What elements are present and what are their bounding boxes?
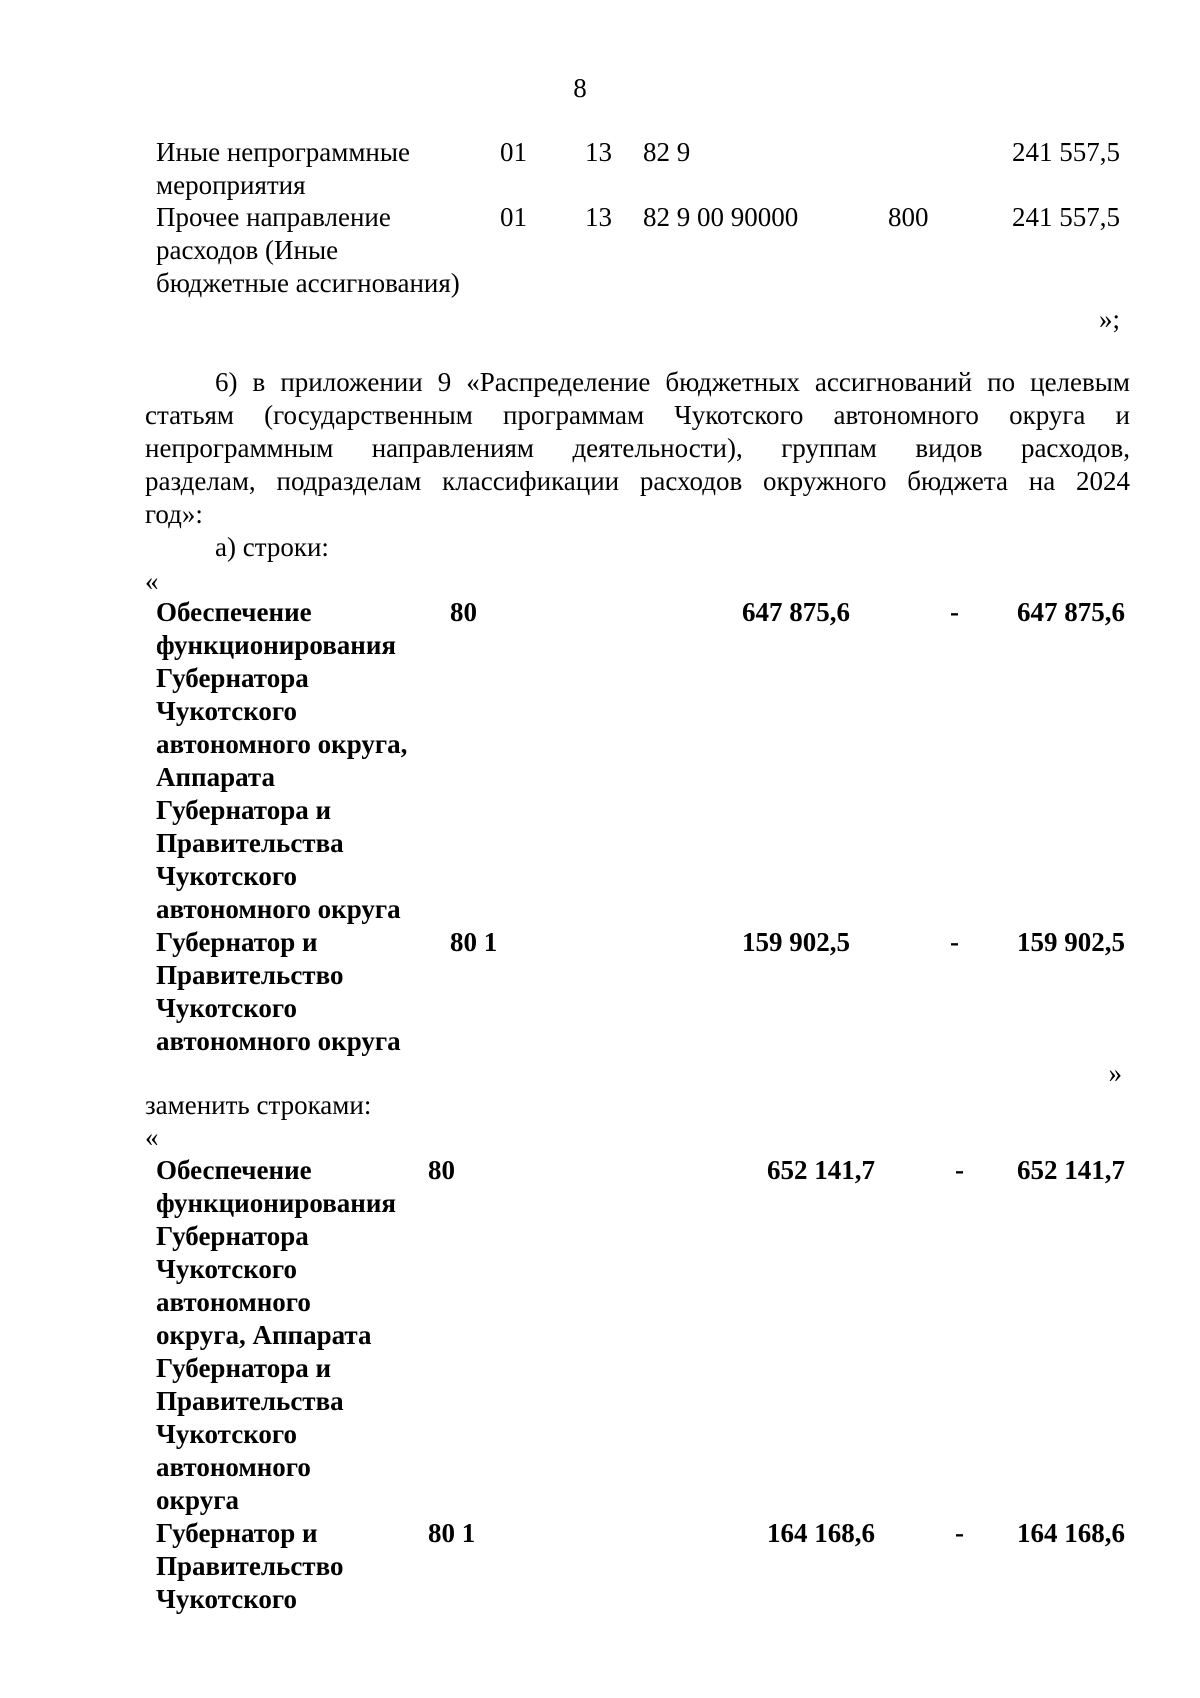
top-row-1-csr: 82 9 <box>643 137 691 167</box>
new-row-2-name-line: Правительство <box>156 1551 344 1581</box>
old-row-2-code: 80 1 <box>450 927 498 957</box>
old-row-2-name-line: Правительство <box>156 960 344 990</box>
top-row-1-rz: 01 <box>500 137 527 167</box>
old-row-1-amount: 647 875,6 <box>742 597 850 627</box>
top-row-2-csr: 82 9 00 90000 <box>643 202 799 232</box>
new-row-1-name-line: Чукотского <box>156 1254 298 1284</box>
old-row-1-code: 80 <box>450 597 477 627</box>
paragraph-line: статьям (государственным программам Чукотского автономного округа и <box>145 400 1130 430</box>
old-row-1-name <box>156 596 407 926</box>
new-row-2-dash: - <box>955 1518 964 1548</box>
top-row-1-pr: 13 <box>585 137 612 167</box>
new-row-2-name-line: Чукотского <box>156 1584 298 1614</box>
top-row-2-sum: 241 557,5 <box>1012 202 1120 232</box>
old-row-2-dash: - <box>950 927 959 957</box>
top-row-2-vr: 800 <box>888 202 929 232</box>
sub-item-label: а) строки: <box>215 532 329 562</box>
top-row-2-rz: 01 <box>500 202 527 232</box>
new-row-1-name-line: Чукотского <box>156 1419 298 1449</box>
top-row-1-name <box>156 136 410 202</box>
old-rows-open-quote: « <box>145 566 159 596</box>
old-row-1-name-line: Губернатора <box>156 663 309 693</box>
old-row-2-name-line: автономного округа <box>156 1026 401 1056</box>
old-row-1-name-line: Чукотского <box>156 861 298 891</box>
old-row-1-name-line: Чукотского <box>156 696 298 726</box>
old-row-1-name-line: Обеспечение <box>156 597 312 627</box>
paragraph-line: год»: <box>145 499 203 529</box>
new-row-1-name-line: автономного <box>156 1452 311 1482</box>
new-row-1-name-line: Губернатора и <box>156 1353 332 1383</box>
top-row-2-name <box>156 201 460 300</box>
top-row-1-sum: 241 557,5 <box>1012 137 1120 167</box>
old-row-2-total: 159 902,5 <box>1017 927 1125 957</box>
top-row-1-name-line: Иные непрограммные <box>156 137 411 167</box>
new-row-2-name-line: Губернатор и <box>156 1518 318 1548</box>
top-table-closing-quote: »; <box>1098 304 1120 334</box>
new-row-2-amount: 164 168,6 <box>767 1518 875 1548</box>
new-row-1-name-line: функционирования <box>156 1188 396 1218</box>
paragraph-line: непрограммным направлениям деятельности), группам видов расходов, <box>145 433 1130 463</box>
old-row-1-name-line: функционирования <box>156 630 396 660</box>
old-row-1-name-line: Аппарата <box>156 762 276 792</box>
top-row-2-name-line: расходов (Иные <box>156 235 339 265</box>
old-row-1-name-line: автономного округа, <box>156 729 408 759</box>
old-row-1-name-line: Губернатора и <box>156 795 332 825</box>
old-row-2-amount: 159 902,5 <box>742 927 850 957</box>
new-row-1-amount: 652 141,7 <box>767 1155 875 1185</box>
new-row-1-name-line: автономного <box>156 1287 311 1317</box>
top-row-2-name-line: Прочее направление <box>156 202 391 232</box>
new-row-1-dash: - <box>955 1155 964 1185</box>
new-row-1-name <box>156 1154 396 1517</box>
new-row-1-name-line: Правительства <box>156 1386 344 1416</box>
new-row-1-name-line: Губернатора <box>156 1221 309 1251</box>
paragraph-line: разделам, подразделам классификации расходов окружного бюджета на 2024 <box>145 466 1130 496</box>
old-row-2-name <box>156 926 401 1058</box>
new-row-2-name <box>156 1517 343 1616</box>
page-number: 8 <box>573 73 587 103</box>
new-row-2-code: 80 1 <box>428 1518 476 1548</box>
top-row-2-name-line: бюджетные ассигнования) <box>156 268 460 298</box>
paragraph-line: 6) в приложении 9 «Распределение бюджетных ассигнований по целевым <box>215 367 1130 397</box>
old-rows-close-quote: » <box>1108 1058 1122 1088</box>
old-row-1-name-line: автономного округа <box>156 894 401 924</box>
replace-label: заменить строками: <box>145 1090 372 1120</box>
old-row-1-dash: - <box>950 597 959 627</box>
top-row-1-name-line: мероприятия <box>156 170 306 200</box>
old-row-2-name-line: Чукотского <box>156 993 298 1023</box>
new-row-1-name-line: Обеспечение <box>156 1155 312 1185</box>
old-row-1-total: 647 875,6 <box>1017 597 1125 627</box>
amendment-paragraph <box>145 366 1130 531</box>
new-row-1-total: 652 141,7 <box>1017 1155 1125 1185</box>
new-row-1-name-line: округа, Аппарата <box>156 1320 372 1350</box>
new-row-1-code: 80 <box>428 1155 455 1185</box>
top-row-2-pr: 13 <box>585 202 612 232</box>
new-row-1-name-line: округа <box>156 1485 239 1515</box>
old-row-2-name-line: Губернатор и <box>156 927 318 957</box>
new-rows-open-quote: « <box>145 1122 159 1152</box>
new-row-2-total: 164 168,6 <box>1017 1518 1125 1548</box>
old-row-1-name-line: Правительства <box>156 828 344 858</box>
